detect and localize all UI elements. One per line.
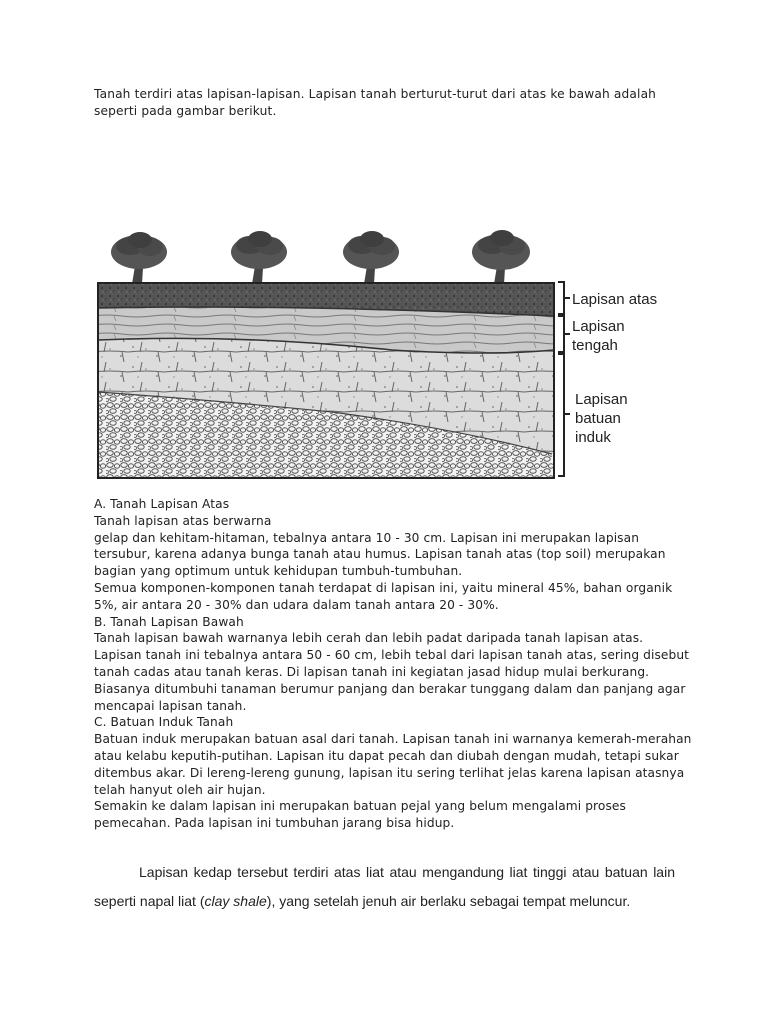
soil-layers-figure <box>92 222 692 484</box>
closing-paragraph <box>94 858 675 916</box>
body-line: Semua komponen-komponen tanah terdapat di lapisan ini, yaitu mineral 45%, bahan organik <box>94 580 673 595</box>
body-line: Biasanya ditumbuhi tanaman berumur panjang dan berakar tunggang dalam dan panjang agar <box>94 681 686 696</box>
body-line: Tanah lapisan atas berwarna <box>94 513 272 528</box>
tree-icon <box>343 231 399 284</box>
body-line: ditembus akar. Di lereng-lereng gunung, lapisan itu sering terlihat jelas karena lapisan atasnya <box>94 765 685 780</box>
body-line: 5%, air antara 20 - 30% dan udara dalam tanah antara 20 - 30%. <box>94 597 499 612</box>
label-top-layer: Lapisan atas <box>572 291 658 308</box>
label-bottom-layer-line1: Lapisan <box>575 391 628 408</box>
body-line: gelap dan kehitam-hitaman, tebalnya antara 10 - 30 cm. Lapisan ini merupakan lapisan <box>94 530 640 545</box>
tree-icon <box>111 232 167 284</box>
label-middle-layer-line2: tengah <box>572 337 618 354</box>
body-line: Lapisan tanah ini tebalnya antara 50 - 60 cm, lebih tebal dari lapisan tanah atas, sering disebut <box>94 648 690 663</box>
body-line: Batuan induk merupakan batuan asal dari tanah. Lapisan tanah ini warnanya kemerah-merahan <box>94 732 692 747</box>
body-line: pemecahan. Pada lapisan ini tumbuhan jarang bisa hidup. <box>94 816 455 831</box>
intro-line-2: seperti pada gambar berikut. <box>94 104 277 118</box>
body-line: atau kelabu keputih-putihan. Lapisan itu dapat pecah dan diubah dengan mudah, tetapi sukar <box>94 748 679 763</box>
label-middle-layer-line1: Lapisan <box>572 318 625 335</box>
body-line: tersubur, karena adanya bunga tanah atau humus. Lapisan tanah atas (top soil) merupakan <box>94 547 666 562</box>
body-line: Semakin ke dalam lapisan ini merupakan batuan pejal yang belum mengalami proses <box>94 799 626 814</box>
body-line: Tanah lapisan bawah warnanya lebih cerah dan lebih padat daripada tanah lapisan atas. <box>94 631 644 646</box>
body-line: telah hanyut oleh air hujan. <box>94 782 266 797</box>
intro-line-1: Tanah terdiri atas lapisan-lapisan. Lapisan tanah berturut-turut dari atas ke bawah adalah <box>94 87 657 101</box>
label-bottom-layer-line3: induk <box>575 429 611 446</box>
tree-icon <box>472 230 530 284</box>
body-line: mencapai lapisan tanah. <box>94 698 247 713</box>
body-line: bagian yang optimum untuk kehidupan tumbuh-tumbuhan. <box>94 564 463 579</box>
body-line: A. Tanah Lapisan Atas <box>94 497 230 511</box>
closing-italic-term: clay shale <box>204 893 267 909</box>
body-text <box>94 496 694 832</box>
intro-paragraph <box>94 86 694 120</box>
closing-text-start: Lapisan kedap tersebut terdiri atas liat atau mengandung liat tinggi atau batuan lain seperti napal liat ( <box>94 864 675 909</box>
body-line: B. Tanah Lapisan Bawah <box>94 614 244 629</box>
body-line: tanah cadas atau tanah keras. Di lapisan tanah ini kegiatan jasad hidup mulai berkurang. <box>94 664 650 679</box>
body-line: C. Batuan Induk Tanah <box>94 715 234 730</box>
label-bottom-layer-line2: batuan <box>575 410 621 427</box>
closing-text-end: ), yang setelah jenuh air berlaku sebagai tempat meluncur. <box>266 893 631 909</box>
tree-icon <box>231 231 287 284</box>
